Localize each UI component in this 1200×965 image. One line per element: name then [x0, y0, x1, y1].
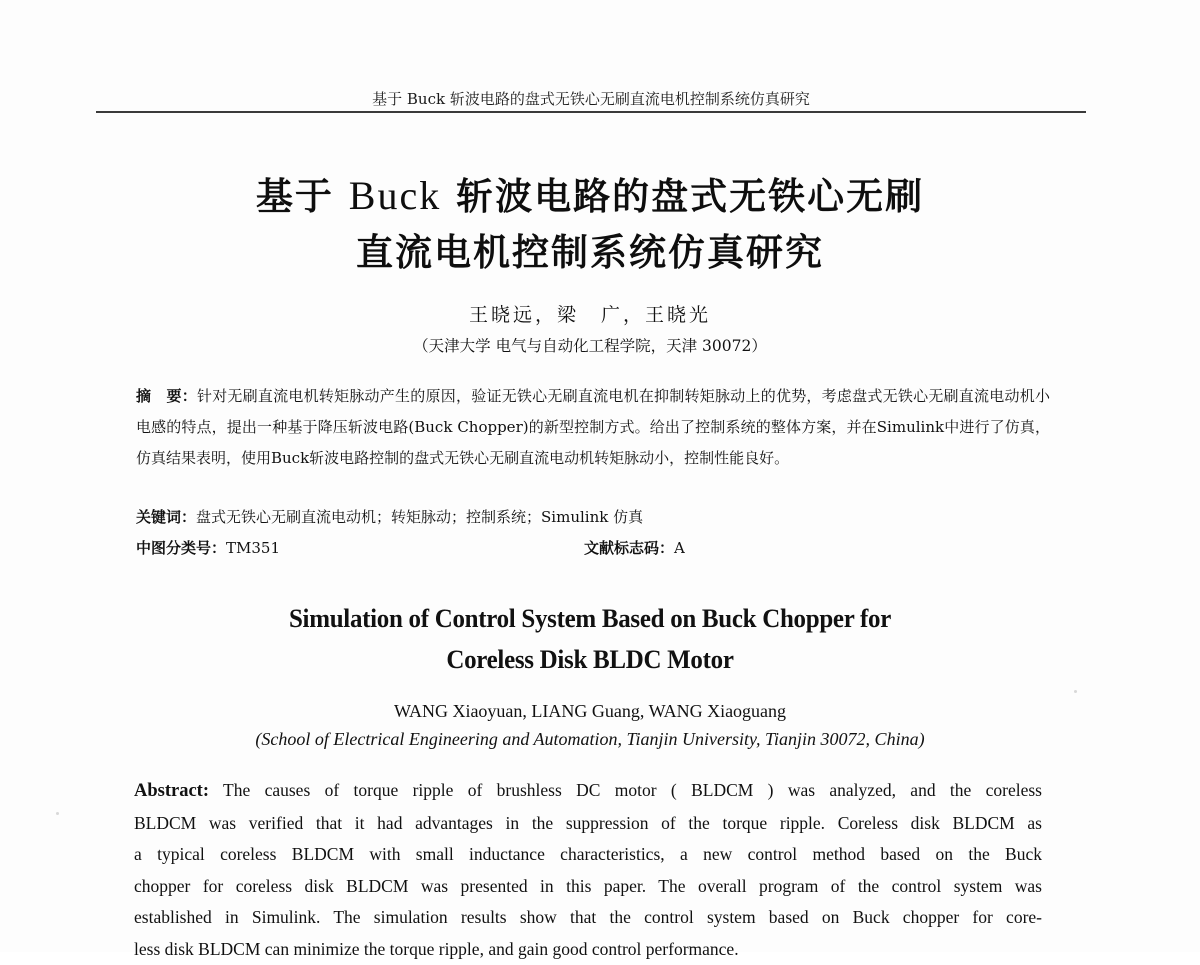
en-title: [168, 598, 1013, 680]
cn-classification-row: [136, 537, 1050, 558]
en-abstract: [134, 775, 1042, 965]
en-title-line-1: Simulation of Control System Based on Buck Chopper for: [168, 598, 1013, 639]
cn-affiliation: （天津大学 电气与自动化工程学院，天津 30072）: [150, 334, 1030, 356]
en-authors: WANG Xiaoyuan, LIANG Guang, WANG Xiaoguang: [150, 701, 1030, 722]
header-rule: [96, 111, 1086, 113]
doc-code-label: 文献标志码：: [584, 539, 674, 557]
clc-value: TM351: [226, 539, 280, 557]
scan-speck: [1074, 690, 1077, 693]
clc-label: 中图分类号：: [136, 539, 226, 557]
en-abstract-line: established in Simulink. The simulation results show that the control system based on Buck chopper for core-: [134, 902, 1042, 934]
scan-speck: [56, 812, 59, 815]
en-abstract-line: [134, 775, 1042, 808]
cn-abstract-label: 摘 要：: [136, 387, 197, 405]
cn-title: [150, 168, 1030, 281]
cn-title-part: 基于: [256, 175, 349, 218]
en-title-line-2: Coreless Disk BLDC Motor: [168, 639, 1013, 680]
en-abstract-line: chopper for coreless disk BLDCM was presented in this paper. The overall program of the control system was: [134, 871, 1042, 903]
doc-code-value: A: [674, 539, 685, 557]
cn-keywords-label: 关键词：: [136, 508, 196, 526]
cn-authors: 王晓远，梁 广，王晓光: [150, 300, 1030, 327]
en-affiliation: (School of Electrical Engineering and Automation, Tianjin University, Tianjin 30072, China): [150, 729, 1030, 750]
en-abstract-line: a typical coreless BLDCM with small inductance characteristics, a new control method based on the Buck: [134, 839, 1042, 871]
cn-abstract-text: 针对无刷直流电机转矩脉动产生的原因，验证无铁心无刷直流电机在抑制转矩脉动上的优势，考虑盘式无铁心无刷直流电动机小电感的特点，提出一种基于降压斩波电路(Buck Chopper)的新型控制方式。给出了控制系统的整体方案，并在Simulink中进行了仿真，仿真结果表明，使用Buck斩波电路控制的盘式无铁心无刷直流电动机转矩脉动小，控制性能良好。: [136, 387, 1050, 467]
en-abstract-label: Abstract:: [134, 781, 209, 801]
en-abstract-text: The causes of torque ripple of brushless DC motor ( BLDCM ) was analyzed, and the coreless: [209, 780, 1042, 800]
cn-title-line-1: [150, 168, 1030, 225]
cn-title-line-2: 直流电机控制系统仿真研究: [150, 225, 1030, 281]
cn-title-latin: Buck: [349, 173, 441, 218]
cn-title-part: 斩波电路的盘式无铁心无刷: [441, 175, 924, 218]
cn-abstract: [136, 381, 1050, 474]
en-abstract-line: less disk BLDCM can minimize the torque ripple, and gain good control performance.: [134, 934, 1042, 965]
doc-code: [584, 537, 685, 558]
running-header: 基于 Buck 斩波电路的盘式无铁心无刷直流电机控制系统仿真研究: [96, 88, 1086, 109]
en-abstract-line: BLDCM was verified that it had advantages in the suppression of the torque ripple. Coreless disk BLDCM as: [134, 808, 1042, 840]
cn-keywords-text: 盘式无铁心无刷直流电动机；转矩脉动；控制系统；Simulink 仿真: [196, 508, 643, 526]
cn-keywords: [136, 506, 1050, 527]
